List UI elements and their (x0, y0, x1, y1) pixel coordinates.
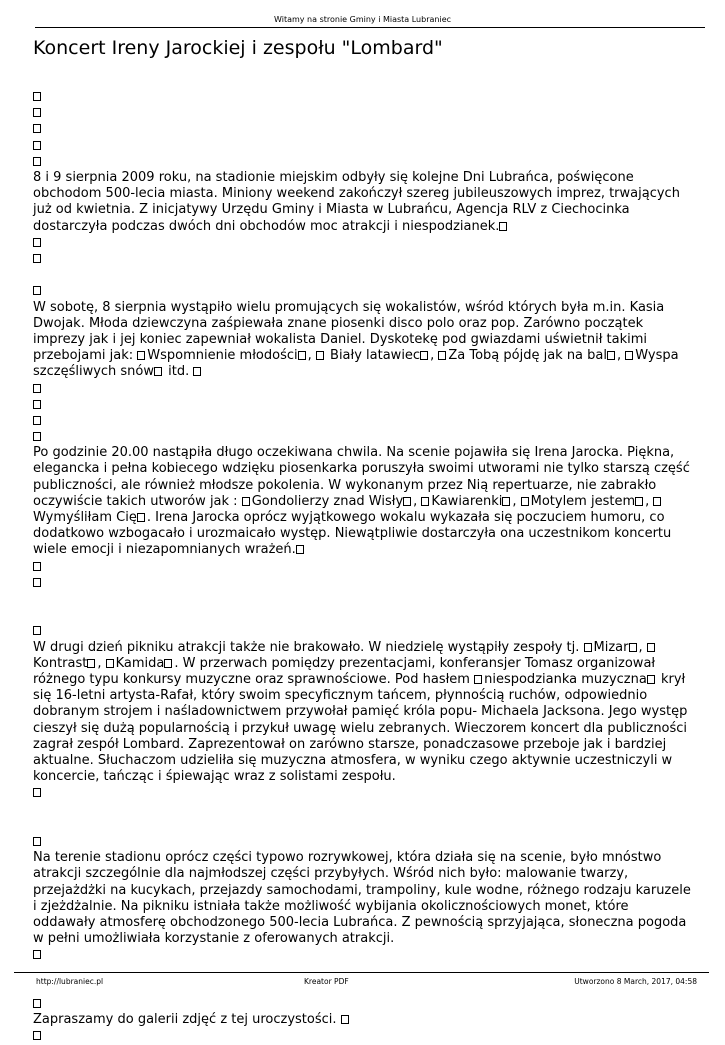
missing-glyph-box (635, 494, 645, 506)
missing-glyph-box (137, 348, 147, 360)
missing-glyph-box (647, 640, 657, 652)
missing-glyph-box (341, 1012, 351, 1024)
missing-glyph-box (137, 510, 147, 522)
missing-glyph-box (502, 494, 512, 506)
missing-glyph-box (33, 105, 43, 121)
missing-glyph-box (421, 494, 431, 506)
missing-glyph-box (33, 154, 43, 170)
paragraph-jarocka: Po godzinie 20.00 nastąpiła długo oczekiwana chwila. Na scenie pojawiła się Irena Jarocka. Piękna, elegancka i pełna kobiecego wdzięku piosenkarka poruszyła swoimi utworami nie tylko starszą część publiczności, ale również młodsze pokolenia. W wykonanym przez Nią repertuarze, nie zabrakło oczywiście takich utworów jak : Gondolierzy znad Wisły , Kawiarenki , Motylem jestem , Wymyśliłam Cię . Irena Jarocka oprócz wyjątkowego wokalu wykazała się poczuciem humoru, co dodatkowo wzbogacało i urozmaicało występ. Niewątpliwie dostarczyła ona uczestnikom koncertu wiele emocji i niezapomnianych wrażeń. (33, 445, 690, 558)
missing-glyph-box (33, 785, 43, 801)
spacer (33, 267, 693, 283)
missing-glyph-box (154, 364, 164, 376)
missing-glyph-box (33, 834, 43, 850)
missing-glyph-box (33, 559, 43, 575)
missing-glyph-box (521, 494, 531, 506)
missing-glyph-box (584, 640, 594, 652)
missing-glyph-box (33, 251, 43, 267)
missing-glyph-box (403, 494, 413, 506)
missing-glyph-box (242, 494, 252, 506)
missing-glyph-box (33, 89, 43, 105)
missing-glyph-box (33, 429, 43, 445)
missing-glyph-box (33, 575, 43, 591)
missing-glyph-box (33, 623, 43, 639)
missing-glyph-box (474, 672, 484, 684)
missing-glyph-box (193, 364, 203, 376)
article-body (33, 89, 693, 1045)
paragraph-attractions: Na terenie stadionu oprócz części typowo rozrywkowej, która działa się na scenie, było mnóstwo atrakcji szczególnie dla najmłodszej części przybyłych. Wśród nich było: malowanie twarzy, przejażdżki na kucykach, przejazdy samochodami, trampoliny, kule wodne, różnego rodzaju karuzele i zjeżdżalnie. Na pikniku istniała także możliwość wybijania okolicznościowych monet, które oddawały atmosferę obchodzonego 500-lecia Lubrańca. Z pewnością sprzyjająca, słoneczna pogoda w pełni umożliwiała korzystanie z oferowanych atrakcji. (33, 850, 691, 947)
footer-divider (14, 972, 709, 973)
paragraph-gallery-invite: Zapraszamy do galerii zdjęć z tej uroczystości. (33, 1012, 693, 1028)
missing-glyph-box (106, 656, 116, 668)
missing-glyph-box (653, 494, 663, 506)
spacer (33, 591, 693, 607)
missing-glyph-box (499, 219, 509, 231)
spacer (33, 802, 693, 818)
missing-glyph-box (33, 1028, 43, 1044)
missing-glyph-box (316, 348, 326, 360)
footer-created-date: Utworzono 8 March, 2017, 04:58 (574, 977, 697, 986)
missing-glyph-box (33, 947, 43, 963)
paragraph-sunday: W drugi dzień pikniku atrakcji także nie brakowało. W niedzielę wystąpiły zespoły tj. Mizar , Kontrast , Kamida . W przerwach pomiędzy prezentacjami, konferansjer Tomasz organizował różnego typu konkursy muzyczne oraz sprawnościowe. Pod hasłem niespodzianka muzyczna krył się 16-letni artysta-Rafał, który swoim specyficznym tańcem, płynnością ruchów, odpowiednio dobranym strojem i naśladownictwem przywołał pamięć króla popu- Michaela Jacksona. Jego występ cieszył się dużą popularnością i przykuł uwagę wielu zebranych. Wieczorem koncert dla publiczności zagrał zespół Lombard. Zaprezentował on zarówno starsze, ponadczasowe przeboje jak i bardziej aktualne. Słuchaczom udzieliła się muzyczna atmosfera, w wyniku czego aktywnie uczestniczyli w koncercie, tańcząc i śpiewając wraz z solistami zespołu. (33, 639, 688, 785)
missing-glyph-box (296, 542, 306, 554)
missing-glyph-box (87, 656, 97, 668)
missing-glyph-box (33, 121, 43, 137)
missing-glyph-box (420, 348, 430, 360)
paragraph-saturday: W sobotę, 8 sierpnia wystąpiło wielu promujących się wokalistów, wśród których była m.in. Kasia Dwojak. Młoda dziewczyna zaśpiewała znane piosenki disco polo oraz pop. Zarówno początek imprezy jak i jej koniec zapewniał wokalista Daniel. Dyskotekę pod gwiazdami uświetnił takimi przebojami jak: Wspomnienie młodości , Biały latawiec , Za Tobą pójdę jak na bal , Wyspa szczęśliwych snów itd. (33, 299, 679, 380)
spacer (33, 818, 693, 834)
missing-glyph-box (629, 640, 639, 652)
spacer (33, 607, 693, 623)
footer-url: http://lubraniec.pl (36, 977, 104, 986)
missing-glyph-box (33, 381, 43, 397)
missing-glyph-box (33, 397, 43, 413)
missing-glyph-box (647, 672, 657, 684)
missing-glyph-box (33, 996, 43, 1012)
page-title: Koncert Ireny Jarockiej i zespołu "Lombard" (33, 37, 443, 59)
missing-glyph-box (298, 348, 308, 360)
missing-glyph-box (33, 413, 43, 429)
missing-glyph-box (625, 348, 635, 360)
missing-glyph-box (164, 656, 174, 668)
page-header: Witamy na stronie Gminy i Miasta Lubraniec (273, 15, 452, 24)
missing-glyph-box (33, 235, 43, 251)
paragraph-intro: 8 i 9 sierpnia 2009 roku, na stadionie miejskim odbyły się kolejne Dni Lubrańca, poświęcone obchodom 500-lecia miasta. Miniony weekend zakończył szereg jubileuszowych imprez, trwających już od kwietnia. Z inicjatywy Urzędu Gminy i Miasta w Lubrańcu, Agencja RLV z Ciechocinka dostarczyła podczas dwóch dni obchodów moc atrakcji i niespodzianek. (33, 169, 680, 234)
footer-generator: Kreator PDF (304, 977, 349, 986)
missing-glyph-box (33, 138, 43, 154)
missing-glyph-box (607, 348, 617, 360)
header-divider (35, 27, 705, 28)
missing-glyph-box (33, 283, 43, 299)
missing-glyph-box (438, 348, 448, 360)
